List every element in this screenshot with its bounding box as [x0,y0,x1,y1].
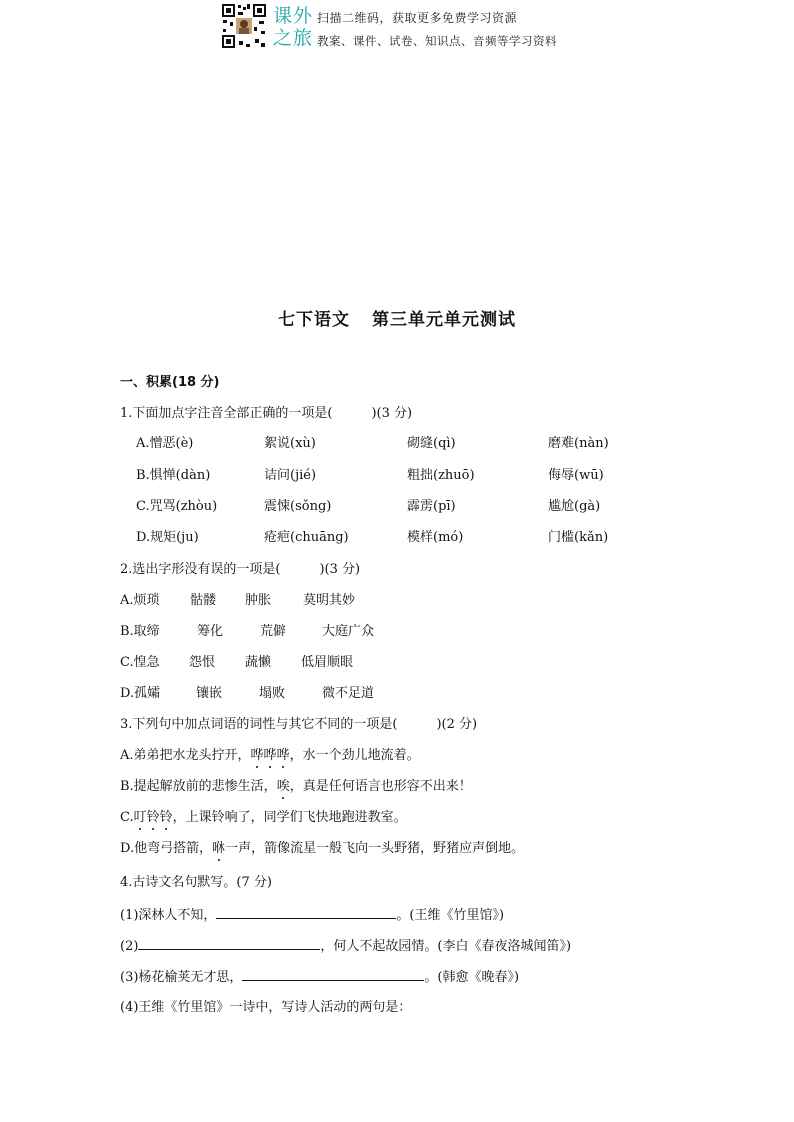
q3-option-d: D.他弯弓搭箭，咻一声，箭像流星一般飞向一头野猪，野猪应声倒地。 [120,841,525,856]
dotted-word: 叮铃铃 [133,810,173,825]
q4-line-3: (3)杨花榆荚无才思， 。(韩愈《晚春》) [120,970,520,985]
answer-blank[interactable] [216,906,396,919]
q1-option-row-b: B.惧惮(dàn) 诘问(jié) 粗拙(zhuō) 侮辱(wū) [136,468,604,483]
question-3-stem: 3.下列句中加点词语的词性与其它不同的一项是( )(2 分) [120,717,478,732]
dotted-word: 哗哗哗 [250,748,290,763]
q4-line-1: (1)深林人不知， 。(王维《竹里馆》) [120,908,505,923]
dotted-word: 咻 [212,841,226,856]
qr-code-icon [221,3,267,49]
q3-option-c: C.叮铃铃，上课铃响了，同学们飞快地跑进教室。 [120,810,407,825]
header-banner [221,3,581,51]
question-4-stem: 4.古诗文名句默写。(7 分) [120,875,272,890]
question-1-stem: 1.下面加点字注音全部正确的一项是( )(3 分) [120,406,413,421]
q4-line-4: (4)王维《竹里馆》一诗中，写诗人活动的两句是： [120,1000,412,1015]
answer-blank[interactable] [138,937,320,950]
answer-blank[interactable] [242,968,424,981]
page-title: 七下语文 第三单元单元测试 [278,310,516,330]
q3-option-b: B.提起解放前的悲惨生活，唉，真是任何语言也形容不出来！ [120,779,472,794]
q3-option-a: A.弟弟把水龙头拧开，哗哗哗，水一个劲儿地流着。 [120,748,420,763]
q1-option-row-a: A.憎恶(è) 絮说(xù) 砌缝(qì) 磨难(nàn) [136,436,609,451]
q4-line-2: (2) ，何人不起故园情。(李白《春夜洛城闻笛》) [120,939,572,954]
question-2-stem: 2.选出字形没有误的一项是( )(3 分) [120,562,361,577]
brand-logo: 课外 之旅 [273,5,314,49]
banner-slogan-line1: 扫描二维码，获取更多免费学习资源 [317,11,518,25]
section-heading: 一、积累(18 分) [120,375,220,390]
q1-option-row-c: C.咒骂(zhòu) 震悚(sǒng) 霹雳(pī) 尴尬(gà) [136,499,601,514]
banner-slogan-line2: 教案、课件、试卷、知识点、音频等学习资料 [317,34,557,48]
q1-option-row-d: D.规矩(ju) 疮疤(chuāng) 模样(mó) 门槛(kǎn) [136,530,609,545]
dotted-word: 唉 [276,779,290,794]
